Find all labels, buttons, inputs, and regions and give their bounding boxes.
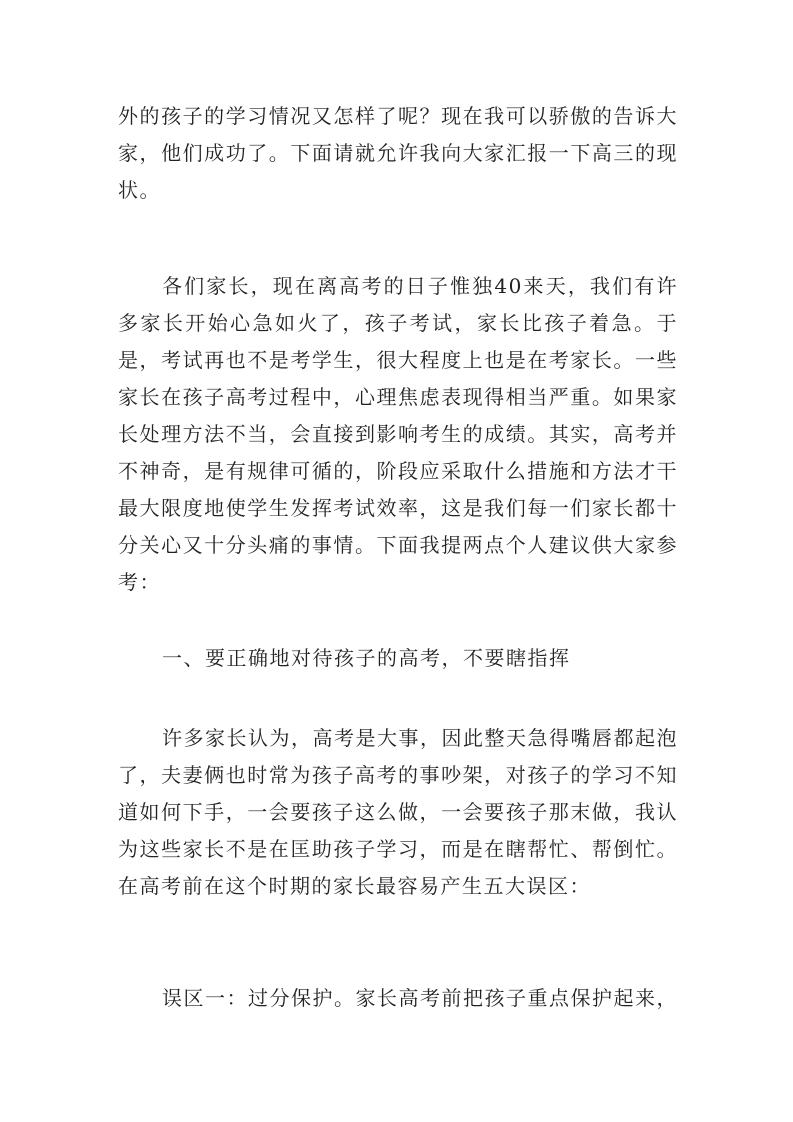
section-heading-1: 一、要正确地对待孩子的高考，不要瞎指挥 bbox=[162, 646, 571, 670]
paragraph-misconception-1: 误区一：过分保护。家长高考前把孩子重点保护起来， bbox=[162, 986, 678, 1010]
paragraph-parents-misconceptions: 许多家长认为，高考是大事，因此整天急得嘴唇都起泡了，夫妻俩也时常为孩子高考的事吵架，对孩子的学习不知道如何下手，一会要孩子这么做，一会要孩子那末做，我认为这些家长不是在匡助孩子学习，而是在瞎帮忙、帮倒忙。在高考前在这个时期的家长最容易产生五大误区： bbox=[118, 726, 678, 898]
paragraph-parents-address: 各们家长，现在离高考的日子惟独40来天，我们有许多家长开始心急如火了，孩子考试，家长比孩子着急。于是，考试再也不是考学生，很大程度上也是在考家长。一些家长在孩子高考过程中，心理焦虑表现得相当严重。如果家长处理方法不当，会直接到影响考生的成绩。其实，高考并不神奇，是有规律可循的，阶段应采取什么措施和方法才干最大限度地使学生发挥考试效率，这是我们每一们家长都十分关心又十分头痛的事情。下面我提两点个人建议供大家参考： bbox=[118, 274, 678, 594]
paragraph-continuation: 外的孩子的学习情况又怎样了呢？现在我可以骄傲的告诉大家，他们成功了。下面请就允许我向大家汇报一下高三的现状。 bbox=[118, 104, 678, 202]
